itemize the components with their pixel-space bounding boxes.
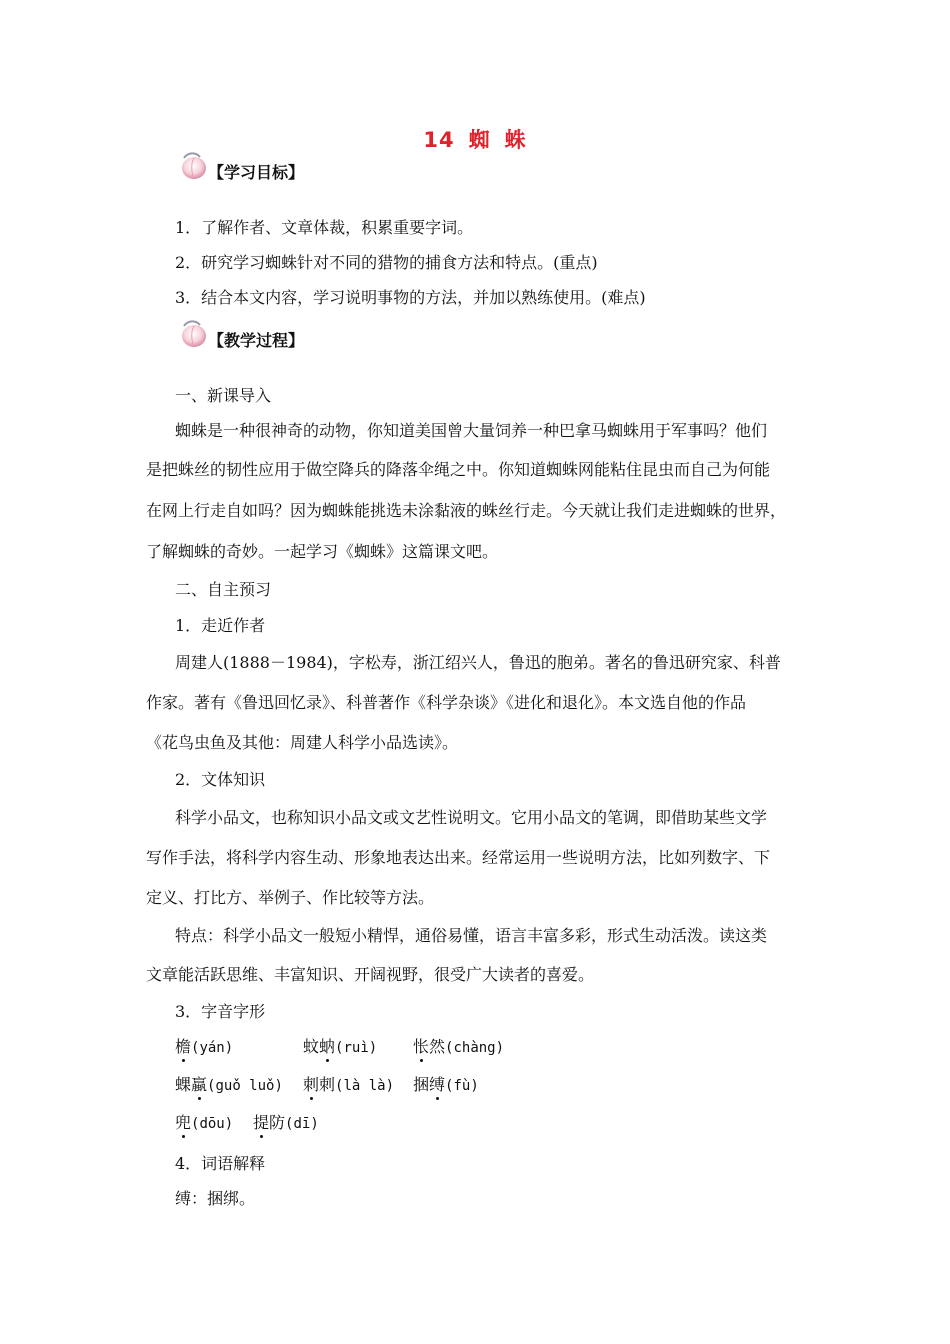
char-item: 檐(yán) [175,1034,233,1057]
author-heading: 1．走近作者 [175,616,266,635]
page-title [0,124,950,154]
vocab-line-1: 缚：捆绑。 [175,1189,256,1208]
char-item: 捆缚(fù) [413,1072,479,1095]
genre-heading: 2．文体知识 [175,770,266,789]
vocab-heading: 4．词语解释 [175,1154,266,1173]
chars-heading: 3．字音字形 [175,1002,266,1021]
char-item: 兜(dōu) [175,1110,233,1133]
part1-line-3: 在网上行走自如吗？因为蜘蛛能挑选未涂黏液的蛛丝行走。今天就让我们走进蜘蛛的世界， [146,501,787,520]
genre-line-1: 科学小品文，也称知识小品文或文艺性说明文。它用小品文的笔调，即借助某些文学 [175,808,768,827]
goal-item-2: 2．研究学习蜘蛛针对不同的猎物的捕食方法和特点。(重点) [175,253,598,272]
author-line-3: 《花鸟虫鱼及其他：周建人科学小品选读》。 [146,733,459,752]
title-number: 14 [423,128,455,152]
author-line-1: 周建人(1888－1984)，字松寿，浙江绍兴人，鲁迅的胞弟。著名的鲁迅研究家、科普 [175,653,781,672]
goal-item-1: 1．了解作者、文章体裁，积累重要字词。 [175,218,474,237]
title-char-1: 蜘 [468,128,491,152]
part2-heading: 二、自主预习 [175,580,272,599]
part1-line-4: 了解蜘蛛的奇妙。一起学习《蜘蛛》这篇课文吧。 [146,542,499,561]
genre-line-2: 写作手法，将科学内容生动、形象地表达出来。经常运用一些说明方法，比如列数字、下 [146,848,771,867]
part1-line-2: 是把蛛丝的韧性应用于做空降兵的降落伞绳之中。你知道蜘蛛网能粘住昆虫而自己为何能 [146,460,771,479]
feature-line-1: 特点：科学小品文一般短小精悍，通俗易懂，语言丰富多彩，形式生动活泼。读这类 [175,926,768,945]
char-item: 怅然(chàng) [413,1034,504,1057]
char-item: 刺刺(là là) [303,1072,394,1095]
feature-line-2: 文章能活跃思维、丰富知识、开阔视野，很受广大读者的喜爱。 [146,965,595,984]
author-line-2: 作家。著有《鲁迅回忆录》、科普著作《科学杂谈》《进化和退化》。本文选自他的作品 [146,693,747,712]
char-item: 蚊蚋(ruì) [303,1034,377,1057]
genre-line-3: 定义、打比方、举例子、作比较等方法。 [146,888,435,907]
goal-item-3: 3．结合本文内容，学习说明事物的方法，并加以熟练使用。(难点) [175,288,646,307]
char-item: 蜾蠃(guǒ luǒ) [175,1072,283,1095]
part1-line-1: 蜘蛛是一种很神奇的动物，你知道美国曾大量饲养一种巴拿马蜘蛛用于军事吗？他们 [175,421,768,440]
section-process-label: 【教学过程】 [208,331,305,350]
section-goals-label: 【学习目标】 [208,163,305,182]
part1-heading: 一、新课导入 [175,386,272,405]
title-char-2: 蛛 [504,128,527,152]
char-item: 提防(dī) [253,1110,319,1133]
